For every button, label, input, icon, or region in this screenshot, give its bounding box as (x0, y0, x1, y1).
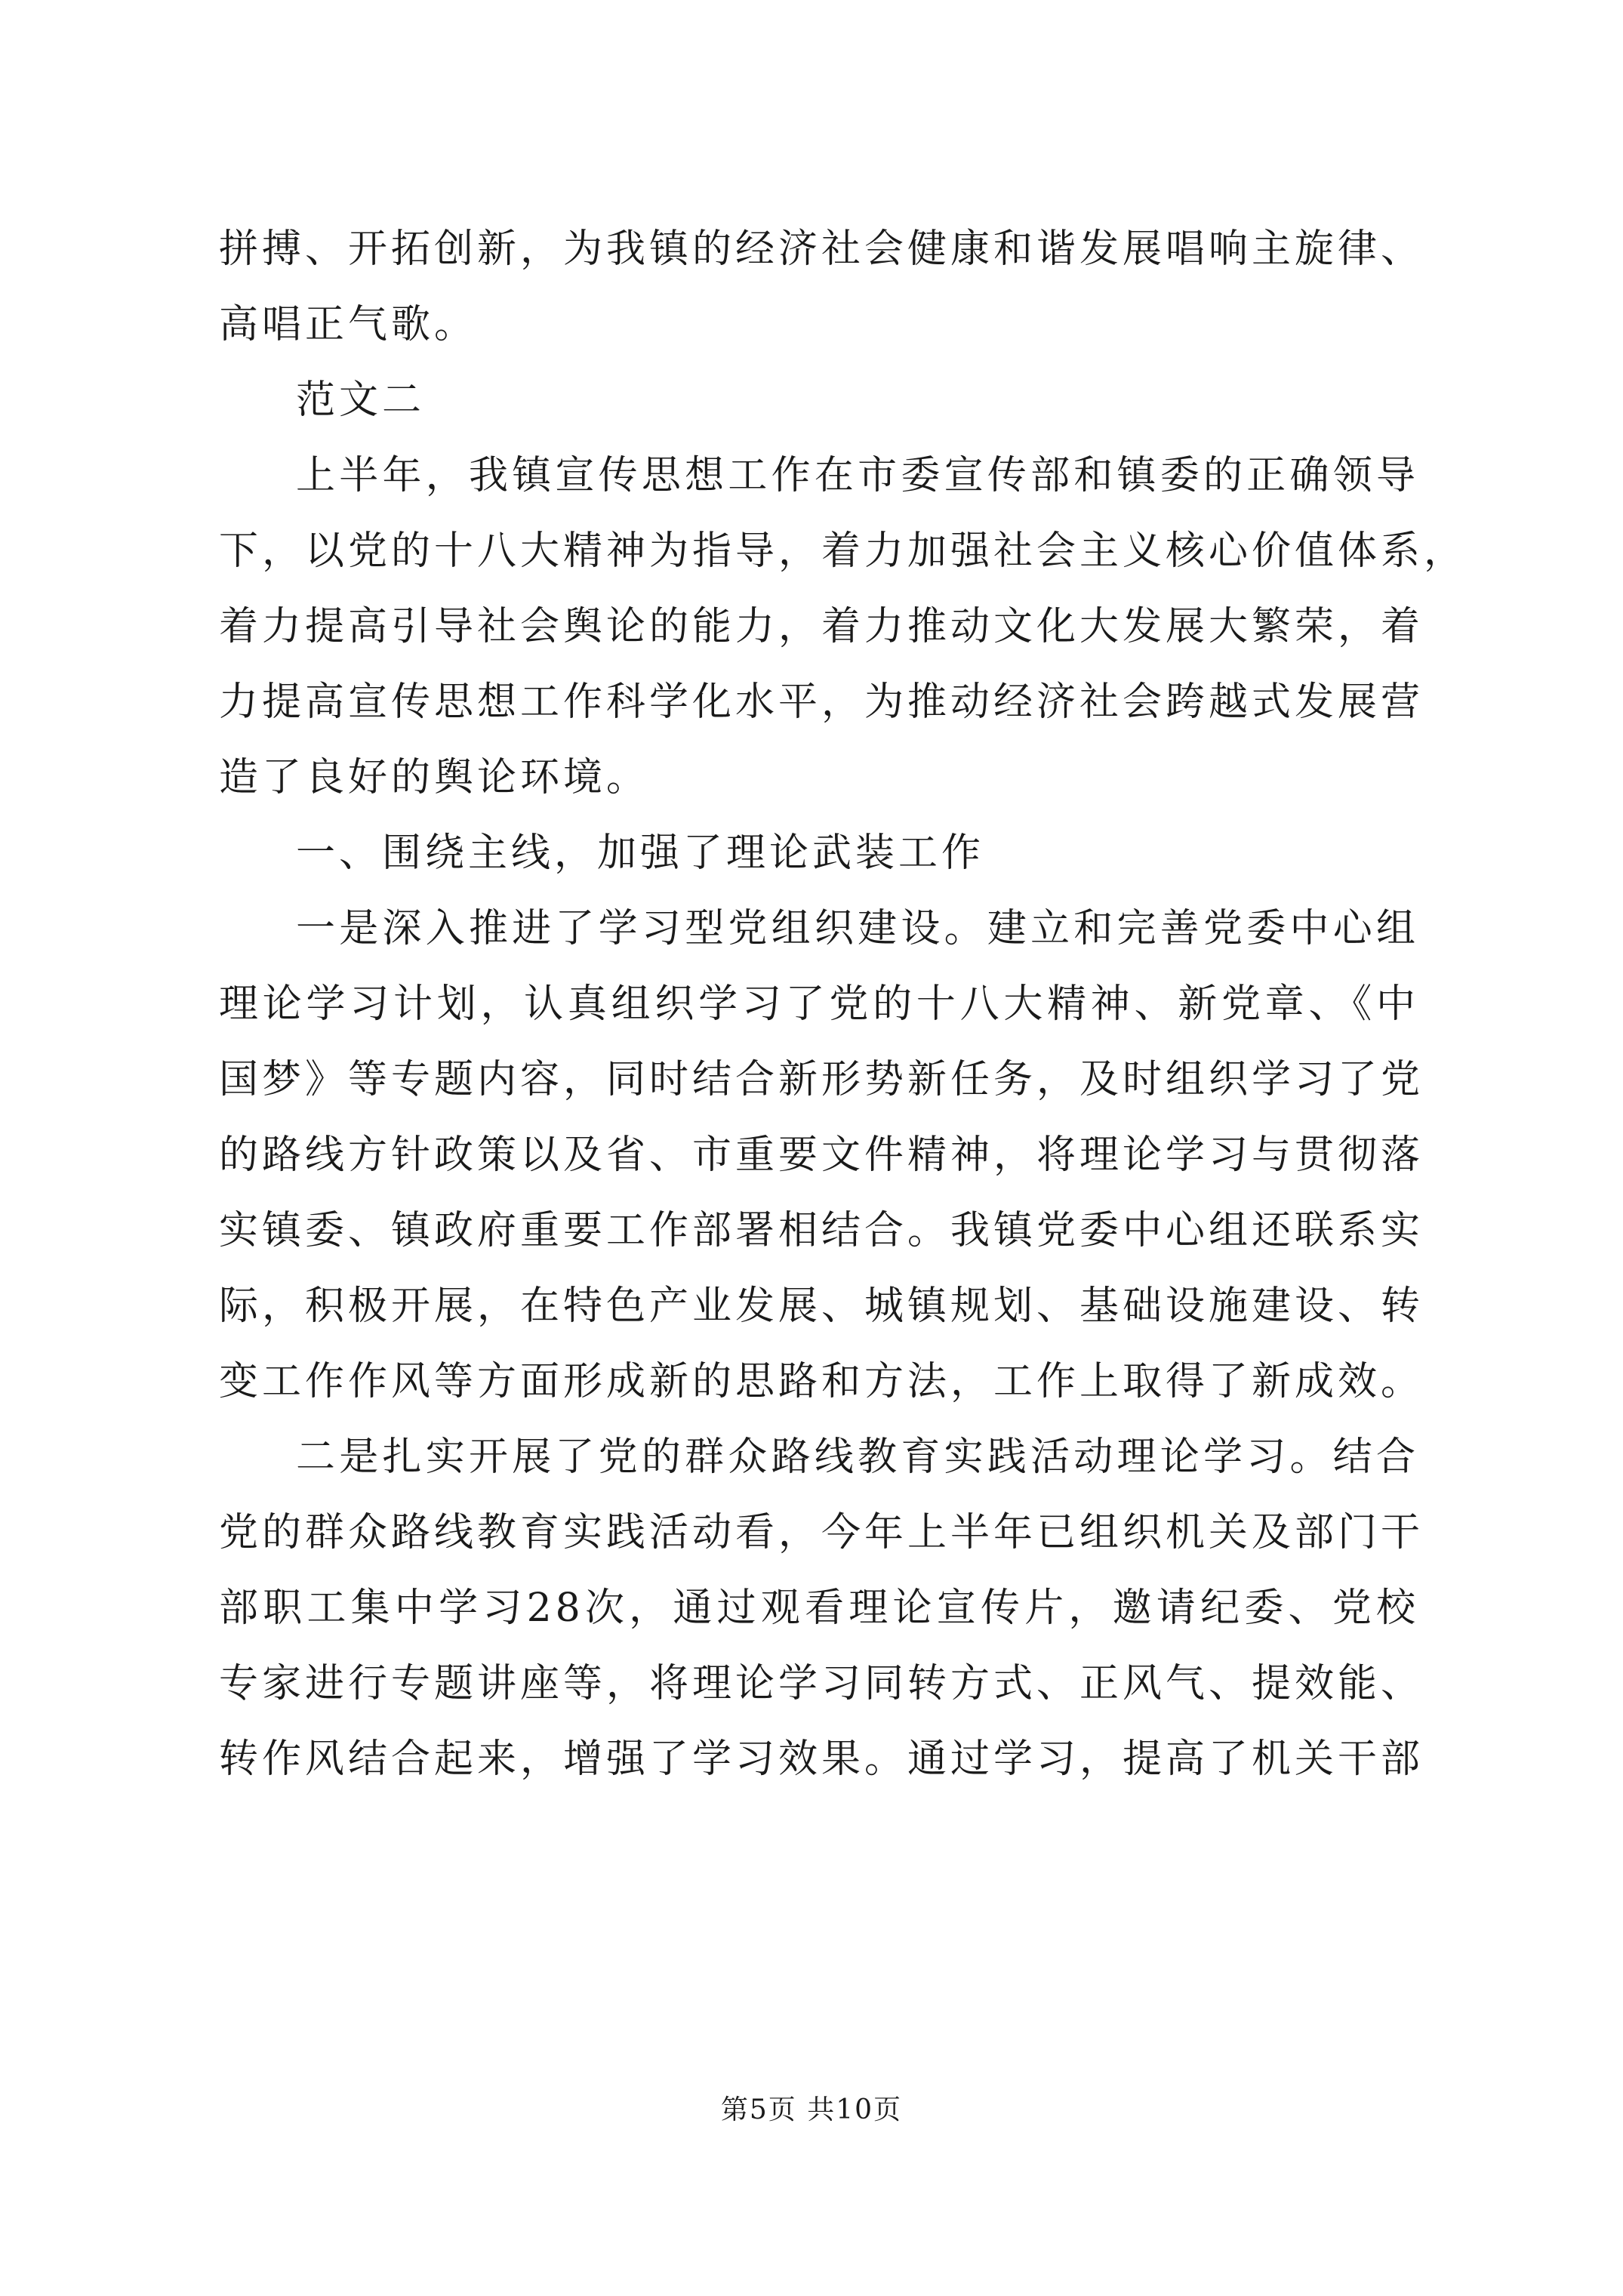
text-line: 理论学习计划，认真组织学习了党的十八大精神、新党章、《中 (219, 982, 1419, 1027)
text-line: 高唱正气歌。 (219, 302, 478, 347)
text-line: 转作风结合起来，增强了学习效果。通过学习，提高了机关干部 (219, 1737, 1424, 1782)
text-line: 着力提高引导社会舆论的能力，着力推动文化大发展大繁荣，着 (219, 604, 1424, 649)
text-line: 力提高宣传思想工作科学化水平，为推动经济社会跨越式发展营 (219, 680, 1424, 725)
text-line: 一是深入推进了学习型党组织建设。建立和完善党委中心组 (296, 906, 1419, 951)
page-number-footer: 第5页 共10页 (720, 2094, 903, 2125)
section-heading: 范文二 (296, 378, 426, 423)
text-line: 拼搏、开拓创新，为我镇的经济社会健康和谐发展唱响主旋律、 (219, 227, 1424, 272)
subsection-heading: 一、围绕主线，加强了理论武装工作 (296, 831, 985, 876)
text-line: 变工作作风等方面形成新的思路和方法，工作上取得了新成效。 (219, 1359, 1424, 1404)
text-line: 造了良好的舆论环境。 (219, 755, 650, 800)
text-line: 专家进行专题讲座等，将理论学习同转方式、正风气、提效能、 (219, 1661, 1424, 1706)
text-line: 党的群众路线教育实践活动看，今年上半年已组织机关及部门干 (219, 1510, 1424, 1555)
text-line: 际，积极开展，在特色产业发展、城镇规划、基础设施建设、转 (219, 1284, 1424, 1329)
text-line: 部职工集中学习28次，通过观看理论宣传片，邀请纪委、党校 (219, 1586, 1419, 1631)
text-line: 实镇委、镇政府重要工作部署相结合。我镇党委中心组还联系实 (219, 1208, 1424, 1253)
text-line: 二是扎实开展了党的群众路线教育实践活动理论学习。结合 (296, 1435, 1419, 1480)
text-line: 的路线方针政策以及省、市重要文件精神，将理论学习与贯彻落 (219, 1133, 1424, 1178)
text-line: 上半年，我镇宣传思想工作在市委宣传部和镇委的正确领导 (296, 453, 1419, 498)
text-line: 国梦》等专题内容，同时结合新形势新任务，及时组织学习了党 (219, 1057, 1424, 1102)
text-line: 下，以党的十八大精神为指导，着力加强社会主义核心价值体系， (219, 529, 1467, 574)
